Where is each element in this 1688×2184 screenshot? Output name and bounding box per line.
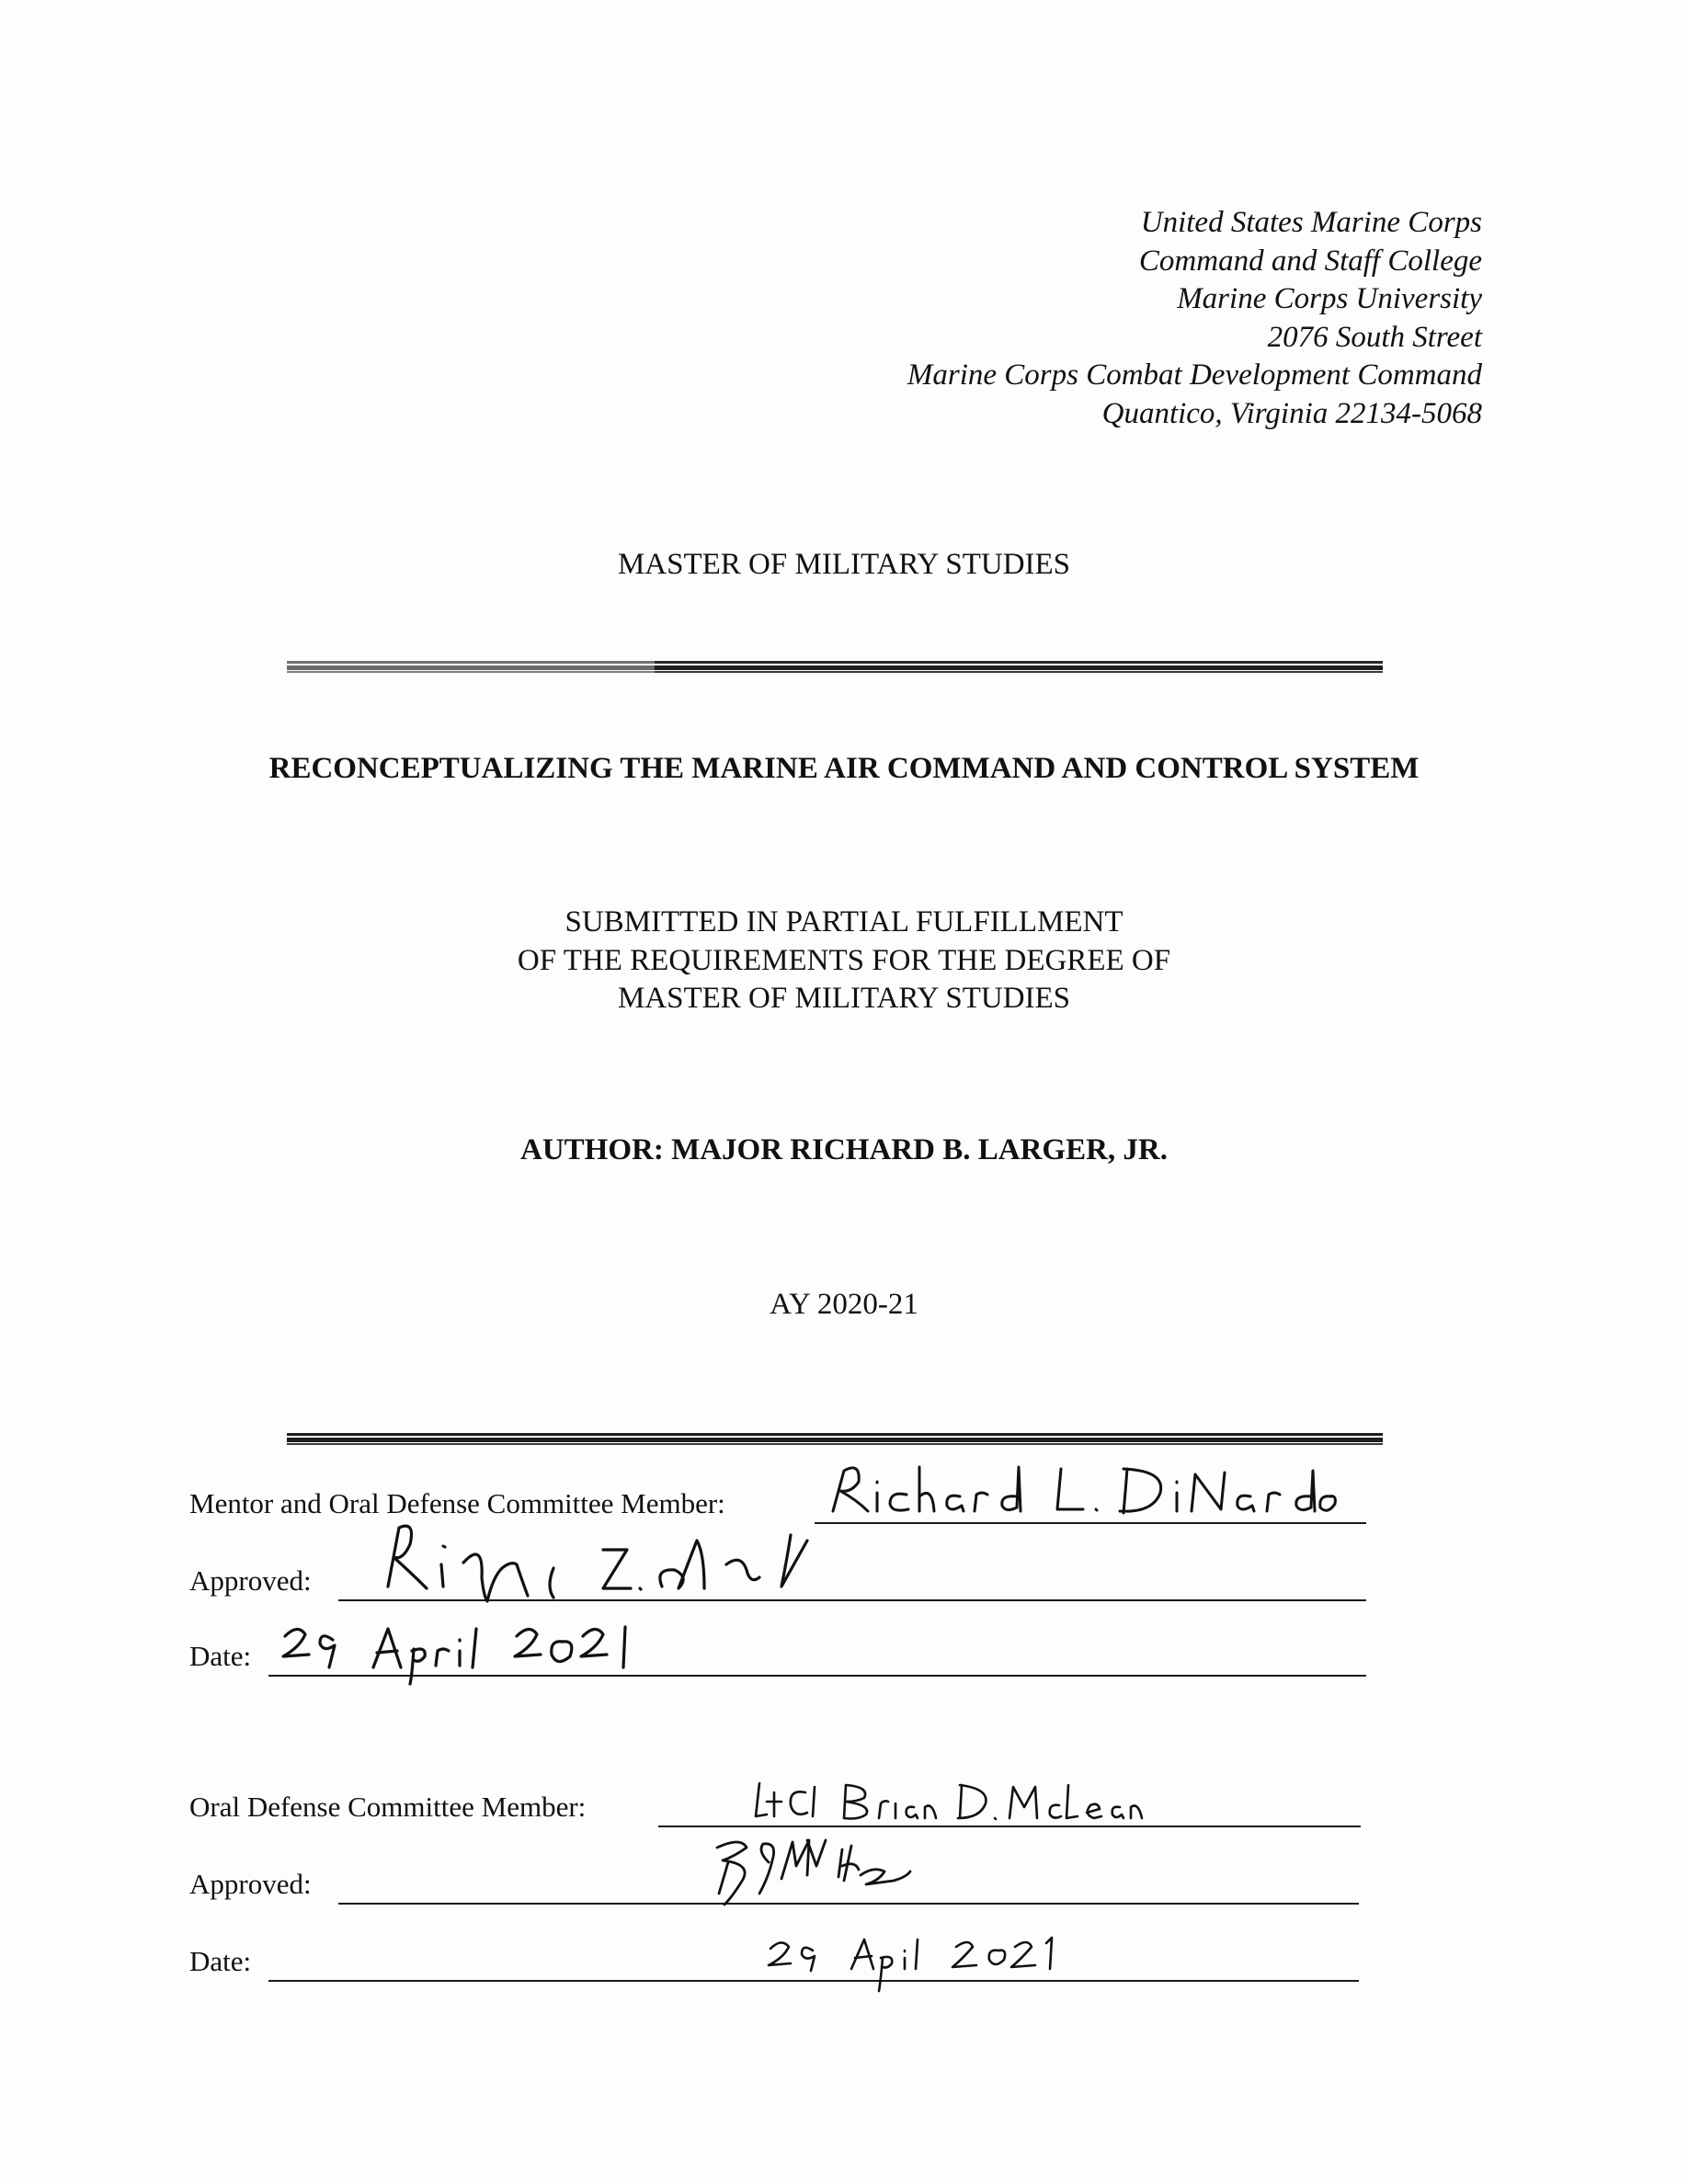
submission-line: MASTER OF MILITARY STUDIES (617, 982, 1071, 1015)
committee-name-handwriting (750, 1774, 1155, 1829)
submission-line: SUBMITTED IN PARTIAL FULFILLMENT (565, 905, 1123, 938)
committee-member-label: Oral Defense Committee Member: (189, 1791, 587, 1823)
mentor-date-row (189, 1625, 1385, 1680)
program-heading: MASTER OF MILITARY STUDIES (617, 548, 1071, 581)
mentor-name-handwriting (824, 1454, 1339, 1528)
author-line: AUTHOR: MAJOR RICHARD B. LARGER, JR. (519, 1133, 1168, 1166)
top-divider (287, 660, 1383, 675)
address-line: 2076 South Street (1267, 320, 1482, 354)
submission-statement (0, 904, 1688, 1018)
address-line: United States Marine Corps (1140, 206, 1482, 239)
committee-date-label: Date: (189, 1945, 252, 1977)
committee-signature (704, 1829, 925, 1912)
mentor-date-handwriting (278, 1612, 664, 1686)
committee-approved-label: Approved: (189, 1868, 312, 1900)
submission-line: OF THE REQUIREMENTS FOR THE DEGREE OF (517, 943, 1171, 977)
mentor-signature (373, 1513, 888, 1614)
committee-approved-row (189, 1853, 1385, 1908)
committee-date-handwriting (765, 1930, 1068, 1995)
address-line: Marine Corps Combat Development Command (907, 358, 1482, 392)
address-line: Command and Staff College (1138, 244, 1482, 278)
mentor-approved-label: Approved: (189, 1564, 312, 1597)
address-line: Marine Corps University (1177, 282, 1482, 315)
mentor-approved-row (189, 1550, 1385, 1605)
institution-address (655, 204, 1482, 433)
address-line: Quantico, Virginia 22134-5068 (1101, 396, 1482, 430)
mentor-member-label: Mentor and Oral Defense Committee Member: (189, 1487, 725, 1519)
bottom-divider (287, 1432, 1383, 1447)
committee-member-row (189, 1776, 1385, 1831)
academic-year: AY 2020-21 (770, 1288, 918, 1321)
committee-date-row (189, 1930, 1385, 1985)
mentor-date-label: Date: (189, 1640, 252, 1672)
thesis-title: RECONCEPTUALIZING THE MARINE AIR COMMAND AND CONTROL SYSTEM (268, 752, 1420, 785)
